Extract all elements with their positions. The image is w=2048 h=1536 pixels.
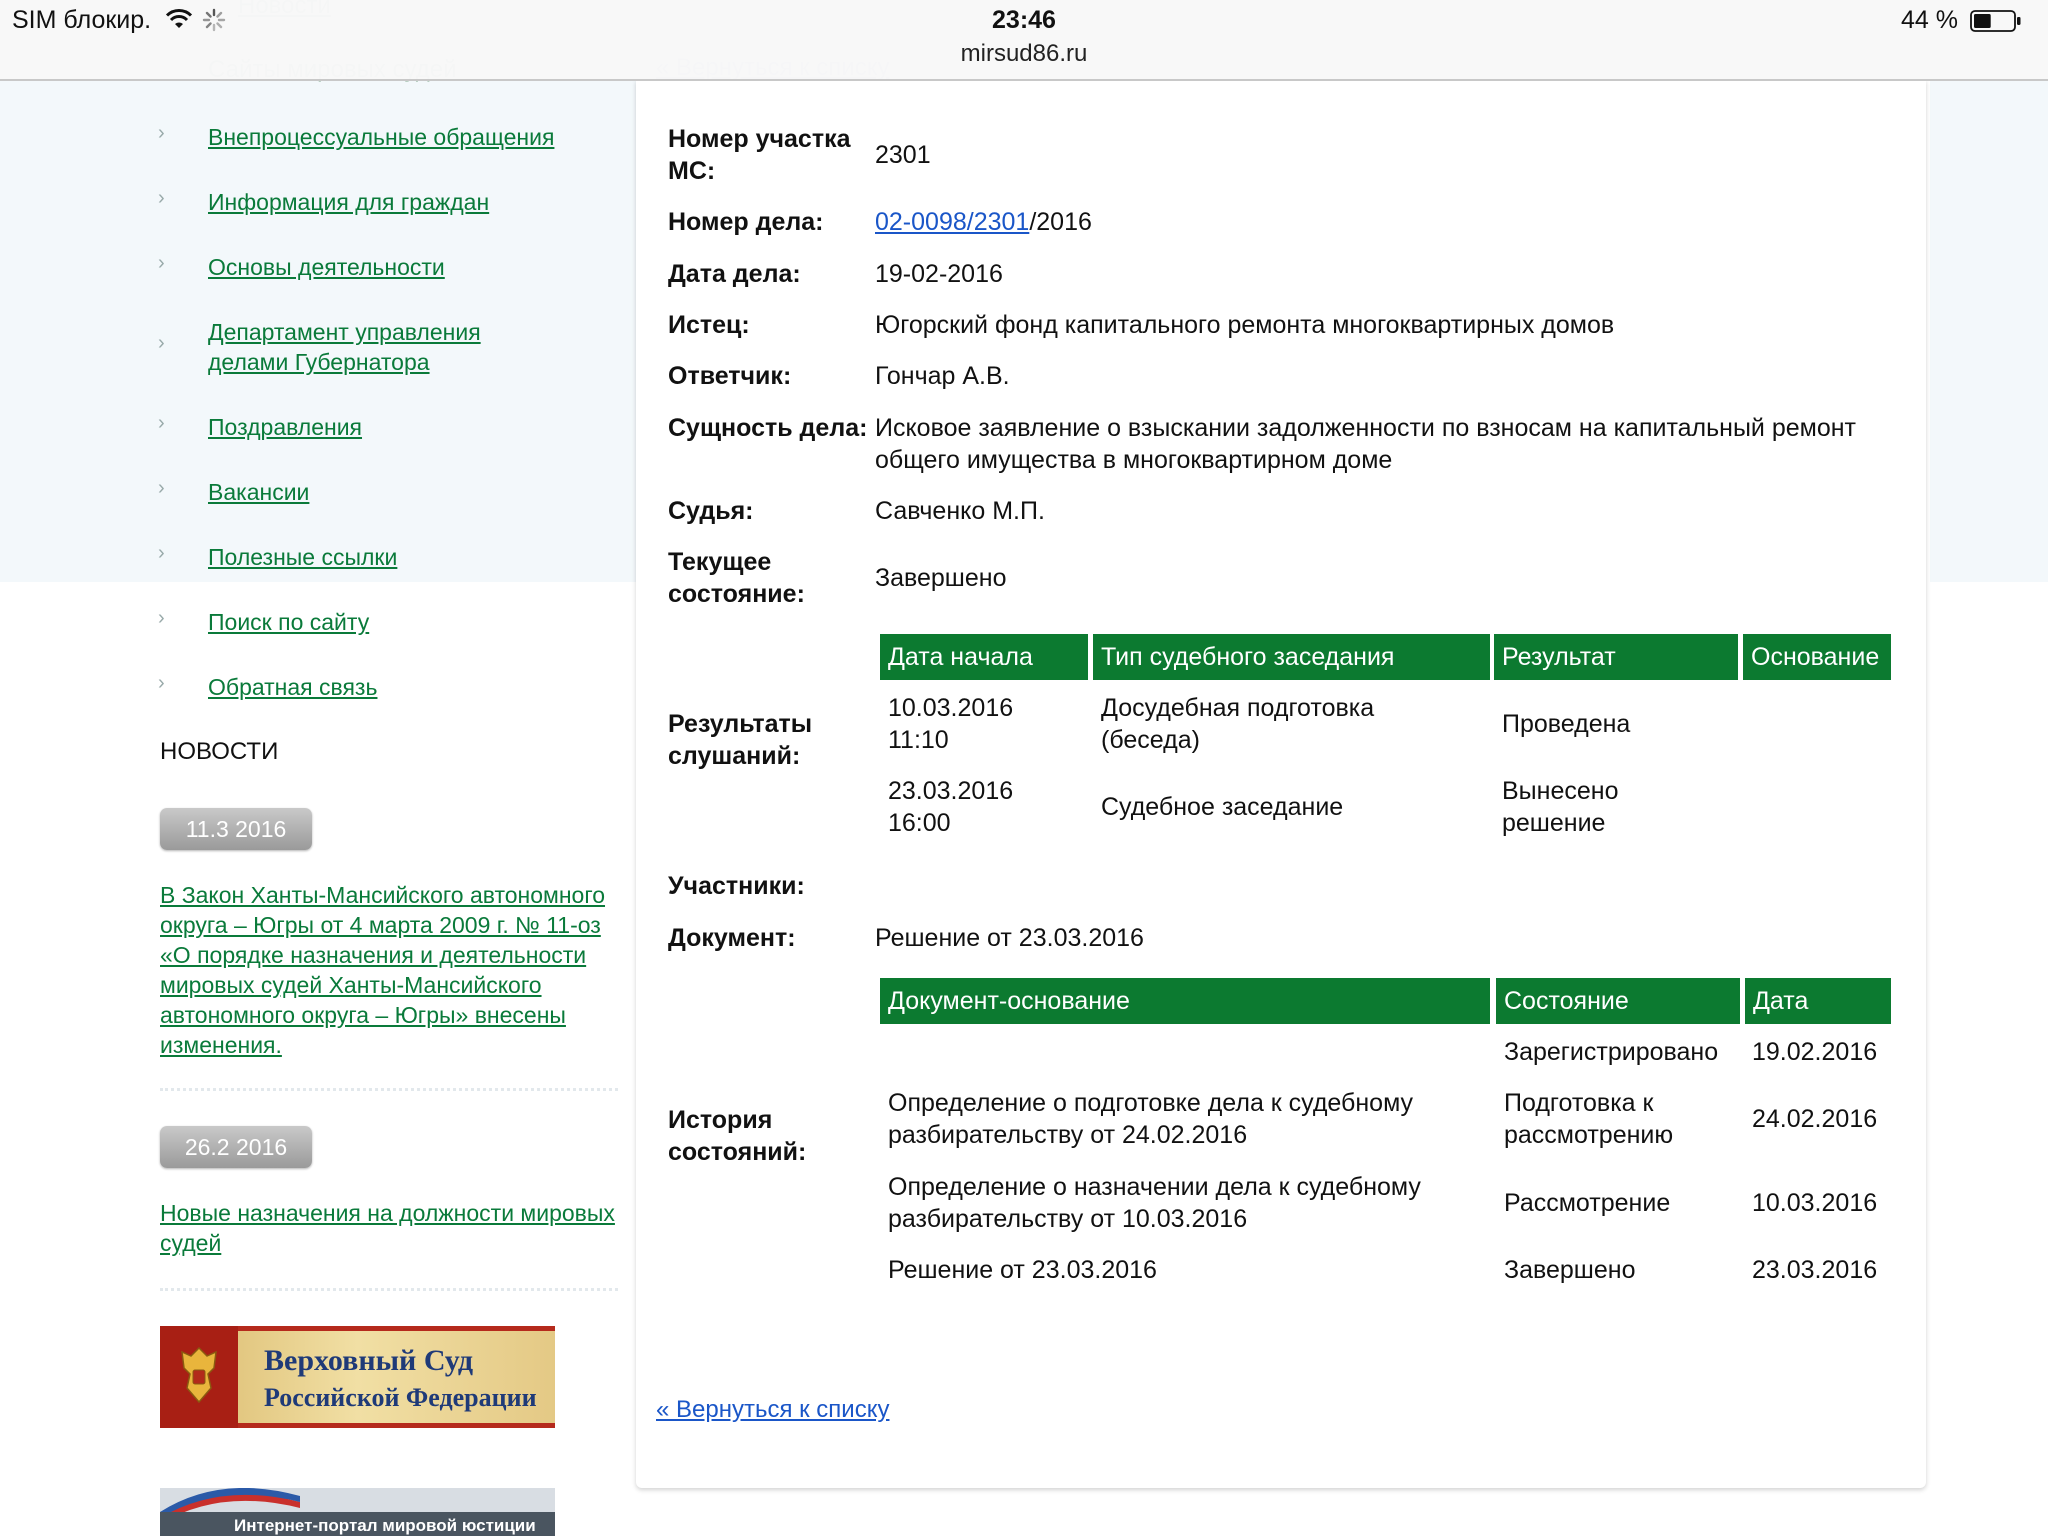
history-header-state: Состояние — [1496, 978, 1740, 1024]
state-value: Завершено — [875, 564, 1007, 592]
history-state: Завершено — [1504, 1256, 1636, 1284]
back-to-list-link[interactable]: « Вернуться к списку — [656, 1396, 890, 1423]
history-date: 10.03.2016 — [1752, 1189, 1878, 1217]
document-value: Решение от 23.03.2016 — [875, 924, 1144, 952]
history-date: 19.02.2016 — [1752, 1038, 1878, 1066]
history-doc: Определение о назначении дела к судебному разбирательству от 10.03.2016 — [888, 1173, 1421, 1233]
chevron-right-icon: › — [158, 332, 165, 354]
hearing-date: 10.03.2016 — [888, 694, 1014, 722]
right-background — [1930, 80, 2048, 582]
sidebar-item-label[interactable]: Внепроцессуальные обращения — [208, 124, 555, 150]
news-date-badge: 11.3 2016 — [160, 808, 312, 850]
history-doc: Решение от 23.03.2016 — [888, 1256, 1157, 1284]
case-card — [636, 80, 1926, 1488]
news-divider — [160, 1088, 618, 1091]
status-bar — [0, 0, 2048, 81]
history-state: Подготовка к рассмотрению — [1504, 1089, 1674, 1149]
address-bar[interactable]: mirsud86.ru — [960, 40, 1088, 67]
chevron-right-icon: › — [158, 252, 165, 274]
news-divider — [160, 1288, 618, 1291]
history-state: Зарегистрировано — [1504, 1038, 1719, 1066]
sidebar-item-label[interactable]: Полезные ссылки — [208, 544, 398, 570]
plaintiff-value: Югорский фонд капитального ремонта многоквартирных домов — [875, 311, 1615, 339]
chevron-right-icon: › — [158, 187, 165, 209]
hearing-result: Вынесено — [1502, 777, 1619, 805]
sidebar-item-label[interactable]: Вакансии — [208, 479, 310, 505]
uchastok-value: 2301 — [875, 141, 931, 169]
document-label: Документ: — [668, 924, 796, 952]
news-date-badge: 26.2 2016 — [160, 1126, 312, 1168]
defendant-label: Ответчик: — [668, 362, 792, 390]
banner-title: Верховный Суд — [264, 1344, 474, 1377]
uchastok-label: Номер участка МС: — [668, 125, 851, 185]
banner-subtitle: Российской Федерации — [264, 1383, 537, 1412]
chevron-right-icon: › — [158, 607, 165, 629]
sidebar-item-label[interactable]: Обратная связь — [208, 674, 378, 700]
chevron-right-icon: › — [158, 477, 165, 499]
history-state: Рассмотрение — [1504, 1189, 1671, 1217]
battery-icon — [1970, 10, 2022, 32]
history-header-date: Дата — [1745, 978, 1891, 1024]
hearing-type: Судебное заседание — [1101, 793, 1344, 821]
case-number-link[interactable]: 02-0098/2301 — [875, 208, 1030, 236]
carrier-label: SIM блокир. — [12, 6, 152, 34]
hearings-header-type: Тип судебного заседания — [1093, 634, 1490, 680]
hearing-type-cont: (беседа) — [1101, 726, 1200, 754]
battery-percent: 44 % — [1901, 6, 1958, 34]
hearings-header-date: Дата начала — [880, 634, 1088, 680]
hearing-time: 11:10 — [888, 726, 949, 754]
supreme-court-banner[interactable] — [160, 1326, 555, 1428]
news-heading: НОВОСТИ — [160, 738, 279, 765]
hearings-header-basis: Основание — [1743, 634, 1891, 680]
state-label: Текущее состояние: — [668, 548, 805, 608]
hearing-type: Досудебная подготовка — [1101, 694, 1375, 722]
essence-value: Исковое заявление о взыскании задолженности по взносам на капитальный ремонт общего имущества в многоквартирном доме — [875, 414, 1856, 474]
case-number-label: Номер дела: — [668, 208, 824, 236]
chevron-right-icon: › — [158, 672, 165, 694]
justice-portal-banner[interactable] — [160, 1488, 555, 1536]
case-date-label: Дата дела: — [668, 260, 801, 288]
hearings-label: Результаты слушаний: — [668, 710, 813, 770]
clock: 23:46 — [992, 6, 1056, 34]
essence-label: Сущность дела: — [668, 414, 868, 442]
plaintiff-label: Истец: — [668, 311, 750, 339]
history-doc: Определение о подготовке дела к судебному разбирательству от 24.02.2016 — [888, 1089, 1414, 1149]
case-date-value: 19-02-2016 — [875, 260, 1003, 288]
case-number-suffix: /2016 — [1029, 208, 1092, 236]
history-header-doc: Документ-основание — [880, 978, 1490, 1024]
history-label: История состояний: — [668, 1106, 807, 1166]
case-number-value — [875, 206, 1895, 238]
chevron-right-icon: › — [158, 122, 165, 144]
defendant-value: Гончар А.В. — [875, 362, 1010, 390]
history-date: 24.02.2016 — [1752, 1105, 1878, 1133]
news-link[interactable]: В Закон Ханты-Мансийского автономного округа – Югры от 4 марта 2009 г. № 11-оз «О порядке назначения и деятельности мировых судей Ханты-Мансийского автономного округа – Югры» внесены изменения. — [160, 882, 606, 1058]
hearings-header-result: Результат — [1494, 634, 1738, 680]
hearing-date: 23.03.2016 — [888, 777, 1014, 805]
sidebar-item-label[interactable]: Поиск по сайту — [208, 609, 370, 635]
judge-value: Савченко М.П. — [875, 497, 1045, 525]
participants-label: Участники: — [668, 872, 805, 900]
sidebar-item-label[interactable]: Информация для граждан — [208, 189, 490, 215]
sidebar-item-label[interactable]: Поздравления — [208, 414, 363, 440]
hearing-result-cont: решение — [1502, 809, 1606, 837]
hearing-time: 16:00 — [888, 809, 951, 837]
hearing-result: Проведена — [1502, 710, 1631, 738]
history-date: 23.03.2016 — [1752, 1256, 1878, 1284]
chevron-right-icon: › — [158, 542, 165, 564]
banner-text: Интернет-портал мировой юстиции — [234, 1516, 536, 1535]
chevron-right-icon: › — [158, 412, 165, 434]
sidebar-item-label[interactable]: Основы деятельности — [208, 254, 445, 280]
sidebar-item-label[interactable]: Департамент управления делами Губернатора — [208, 319, 481, 375]
judge-label: Судья: — [668, 497, 754, 525]
news-link[interactable]: Новые назначения на должности мировых судей — [160, 1200, 615, 1256]
